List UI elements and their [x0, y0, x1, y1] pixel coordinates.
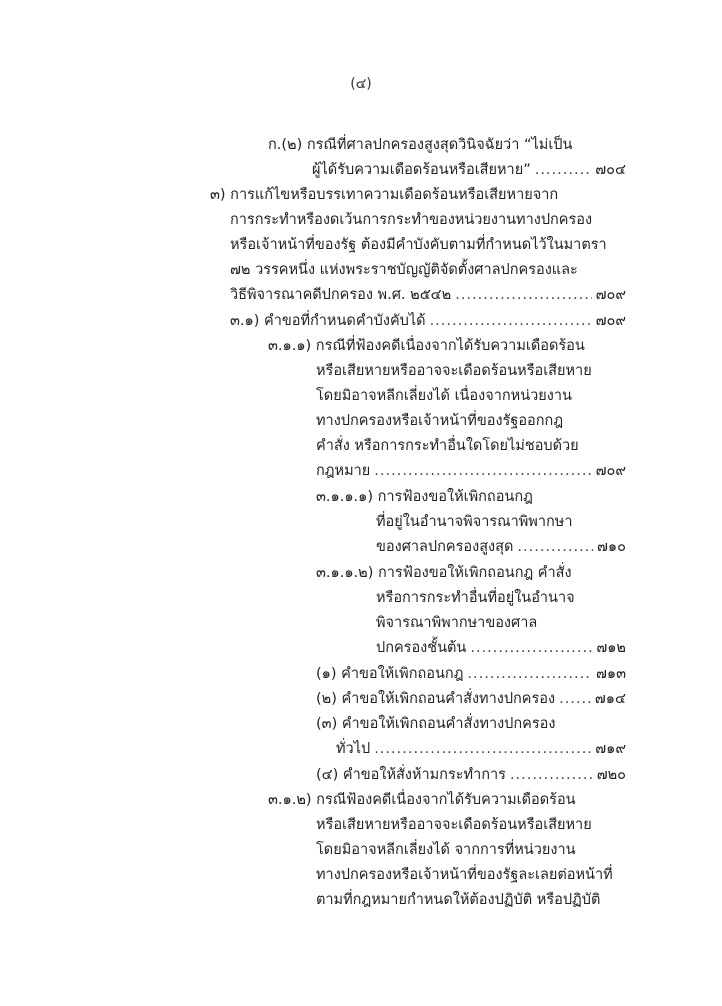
- toc-entry-title: โดยมิอาจหลีกเลี่ยงได้ เนื่องจากหน่วยงาน: [316, 388, 572, 404]
- toc-text-line: [210, 183, 558, 207]
- toc-entry-title: ๗๒ วรรคหนึ่ง แห่งพระราชบัญญัติจัดตั้งศาลปกครองและ: [230, 262, 578, 278]
- toc-entry-title: ก.(๒) กรณีที่ศาลปกครองสูงสุดวินิจฉัยว่า “ไม่เป็น: [268, 137, 573, 153]
- toc-entry: [316, 459, 626, 483]
- dot-leader: [535, 158, 592, 182]
- toc-entry: [316, 662, 626, 686]
- toc-entry-title: (๒) คำขอให้เพิกถอนคำสั่งทางปกครอง: [316, 691, 556, 707]
- toc-page-number: ๗๑๙: [595, 741, 626, 757]
- toc-entry-title: ตามที่กฎหมายกำหนดให้ต้องปฏิบัติ หรือปฏิบัติ: [316, 892, 601, 908]
- toc-entry-title: ที่อยู่ในอำนาจพิจารณาพิพากษา: [376, 514, 573, 530]
- dot-leader: [510, 763, 593, 787]
- toc-text-line: [316, 359, 592, 383]
- toc-text-line: [316, 561, 572, 585]
- toc-page-number: ๗๐๙: [595, 287, 626, 303]
- toc-entry-title: ทั่วไป: [336, 741, 371, 757]
- toc-text-line: [268, 133, 572, 157]
- dot-leader: [374, 459, 591, 483]
- toc-page-number: ๗๐๙: [595, 313, 626, 329]
- dot-leader: [517, 535, 593, 559]
- dot-leader: [374, 737, 591, 761]
- toc-entry: [376, 636, 626, 660]
- toc-page-number: ๗๑๔: [594, 691, 626, 707]
- toc-entry: [230, 309, 626, 333]
- toc-text-line: [268, 334, 585, 358]
- toc-entry-title: หรือเสียหายหรืออาจจะเดือดร้อนหรือเสียหาย: [316, 817, 592, 833]
- toc-entry: [312, 158, 626, 182]
- toc-entry-title: ทางปกครองหรือเจ้าหน้าที่ของรัฐละเลยต่อหน้าที่: [316, 867, 613, 883]
- toc-entry-title: (๑) คำขอให้เพิกถอนกฎ: [316, 666, 464, 682]
- toc-entry-title: ๓.๑.๑) กรณีที่ฟ้องคดีเนื่องจากได้รับความเดือดร้อน: [268, 338, 585, 354]
- toc-entry-title: ปกครองชั้นต้น: [376, 640, 467, 656]
- toc-entry: [316, 687, 626, 711]
- toc-entry: [376, 535, 626, 559]
- toc-entry-title: หรือเสียหายหรืออาจจะเดือดร้อนหรือเสียหาย: [316, 363, 592, 379]
- toc-entry-title: คำสั่ง หรือการกระทำอื่นใดโดยไม่ชอบด้วย: [316, 438, 579, 454]
- toc-entry-title: ๓.๑.๑.๑) การฟ้องขอให้เพิกถอนกฎ: [316, 489, 533, 505]
- dot-leader: [430, 309, 592, 333]
- toc-text-line: [316, 712, 555, 736]
- toc-text-line: [316, 813, 592, 837]
- toc-entry-title: ๓.๑.๒) กรณีฟ้องคดีเนื่องจากได้รับความเดือดร้อน: [268, 792, 576, 808]
- toc-text-line: [230, 233, 607, 257]
- toc-text-line: [316, 384, 572, 408]
- toc-entry-title: ๓.๑.๑.๒) การฟ้องขอให้เพิกถอนกฎ คำสั่ง: [316, 565, 572, 581]
- toc-entry-title: ๓.๑) คำขอที่กำหนดคำบังคับได้: [230, 313, 426, 329]
- toc-page-number: ๗๒๐: [596, 767, 626, 783]
- toc-text-line: [230, 258, 578, 282]
- toc-text-line: [316, 863, 613, 887]
- toc-entry-title: ของศาลปกครองสูงสุด: [376, 539, 514, 555]
- toc-text-line: [316, 434, 579, 458]
- dot-leader: [470, 636, 592, 660]
- toc-entry-title: ๓) การแก้ไขหรือบรรเทาความเดือดร้อนหรือเสียหายจาก: [210, 187, 559, 203]
- dot-leader: [455, 283, 591, 307]
- toc-text-line: [316, 485, 533, 509]
- toc-entry-title: (๓) คำขอให้เพิกถอนคำสั่งทางปกครอง: [316, 716, 556, 732]
- dot-leader: [467, 662, 592, 686]
- toc-page-number: ๗๑๓: [595, 666, 626, 682]
- toc-text-line: [376, 586, 575, 610]
- toc-entry-title: โดยมิอาจหลีกเลี่ยงได้ จากการที่หน่วยงาน: [316, 842, 576, 858]
- toc-text-line: [316, 838, 576, 862]
- toc-entry: [336, 737, 626, 761]
- toc-entry-title: กฎหมาย: [316, 463, 371, 479]
- toc-page-number: ๗๑๐: [597, 539, 626, 555]
- toc-page-number: ๗๑๒: [596, 640, 626, 656]
- toc-entry-title: ทางปกครองหรือเจ้าหน้าที่ของรัฐออกกฎ: [316, 413, 564, 429]
- toc-entry-title: พิจารณาพิพากษาของศาล: [376, 615, 538, 631]
- toc-entry-title: หรือการกระทำอื่นที่อยู่ในอำนาจ: [376, 590, 575, 606]
- toc-entry-title: ผู้ได้รับความเดือดร้อนหรือเสียหาย”: [312, 162, 531, 178]
- toc-entry-title: การกระทำหรืองดเว้นการกระทำของหน่วยงานทางปกครอง: [230, 212, 593, 228]
- page-number: (๔): [350, 76, 372, 92]
- toc-text-line: [316, 888, 600, 912]
- toc-text-line: [376, 611, 537, 635]
- toc-entry-title: วิธีพิจารณาคดีปกครอง พ.ศ. ๒๕๔๒: [230, 287, 452, 303]
- dot-leader: [559, 687, 591, 711]
- toc-text-line: [268, 788, 576, 812]
- toc-entry-title: (๔) คำขอให้สั่งห้ามกระทำการ: [316, 767, 506, 783]
- toc-text-line: [230, 208, 592, 232]
- toc-text-line: [316, 409, 563, 433]
- toc-page-number: ๗๐๔: [595, 162, 626, 178]
- toc-entry: [316, 763, 626, 787]
- toc-entry: [230, 283, 626, 307]
- toc-text-line: [376, 510, 572, 534]
- toc-entry-title: หรือเจ้าหน้าที่ของรัฐ ต้องมีคำบังคับตามที่กำหนดไว้ในมาตรา: [230, 237, 607, 253]
- toc-page-number: ๗๐๙: [595, 463, 626, 479]
